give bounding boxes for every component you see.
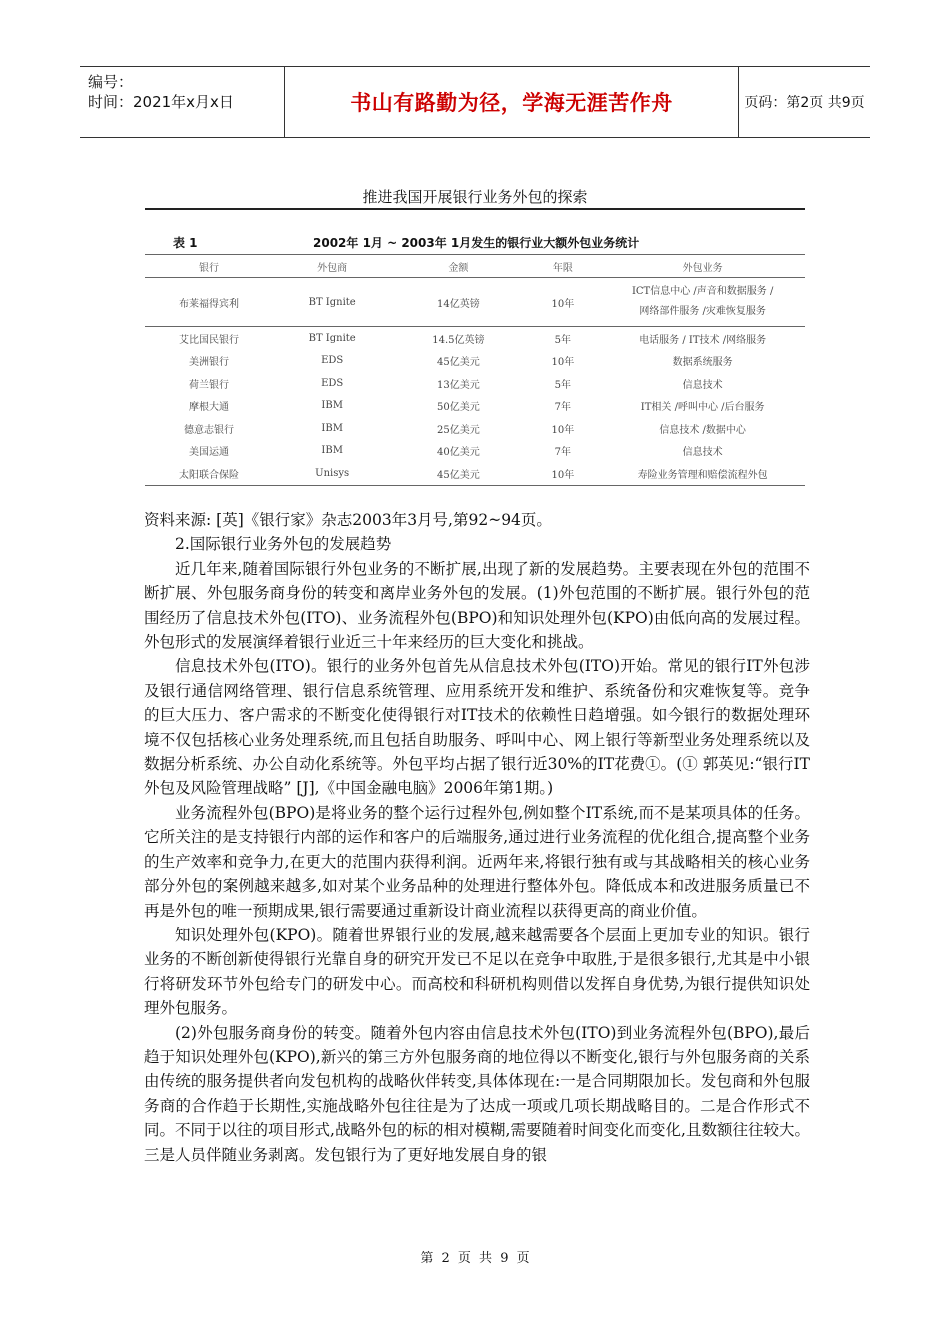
- cell-service: 数据系统服务: [672, 357, 733, 369]
- cell-bank: 摩根大通: [188, 402, 229, 414]
- cell-service: IT相关 /呼叫中心 /后台服务: [640, 402, 765, 414]
- cell-bank: 荷兰银行: [188, 379, 229, 391]
- cell-years: 10年: [551, 357, 575, 369]
- cell-vendor: EDS: [321, 355, 344, 367]
- cell-amount: 14.5亿英镑: [391, 327, 525, 350]
- table-title: 2002年 1月 ~ 2003年 1月发生的银行业大额外包业务统计: [313, 236, 640, 250]
- paragraph: 信息技术外包(ITO)。银行的业务外包首先从信息技术外包(ITO)开始。常见的银行IT外包涉及银行通信网络管理、银行信息系统管理、应用系统开发和维护、系统备份和灾难恢复等。竞争的巨大压力、客户需求的不断变化使得银行对IT技术的依赖性日趋增强。如今银行的数据处理环境不仅包括核心业务处理系统,而且包括自助服务、呼叫中心、网上银行等新型业务处理系统以及数据分析系统、办公自动化系统等。外包平均占据了银行近30%的IT花费①。(① 郭英见:“银行IT外包及风险管理战略” [J],《中国金融电脑》2006年第1期。): [144, 657, 810, 798]
- paragraph: 近几年来,随着国际银行外包业务的不断扩展,出现了新的发展趋势。主要表现在外包的范围不断扩展、外包服务商身份的转变和离岸业务外包的发展。(1)外包范围的不断扩展。银行外包的范围经历了信息技术外包(ITO)、业务流程外包(BPO)和知识处理外包(KPO)由低向高的发展过程。外包形式的发展演绎着银行业近三十年来经历的巨大变化和挑战。: [144, 559, 810, 652]
- source-note: 资料来源: [英]《银行家》杂志2003年3月号,第92~94页。: [144, 511, 552, 529]
- table-row: [145, 327, 805, 350]
- paragraph: (2)外包服务商身份的转变。随着外包内容由信息技术外包(ITO)到业务流程外包(BPO),最后趋于知识处理外包(KPO),新兴的第三方外包服务商的地位得以不断变化,银行与外包服务商的关系由传统的服务提供者向发包机构的战略伙伴转变,具体体现在:一是合同期限加长。发包商和外包服务商的合作趋于长期性,实施战略外包往往是为了达成一项或几项长期战略目的。二是合作形式不同。不同于以往的项目形式,战略外包的标的相对模糊,需要随着时间变化而变化,且数额往往较大。三是人员伴随业务剥离。发包银行为了更好地发展自身的银: [144, 1023, 810, 1164]
- section-heading: 2.国际银行业务外包的发展趋势: [175, 535, 392, 554]
- table-caption: [145, 210, 805, 250]
- cell-vendor: IBM: [321, 422, 343, 434]
- cell-service: 信息技术 /数据中心: [659, 424, 746, 436]
- table-row: [145, 440, 805, 463]
- cell-vendor: BT Ignite: [273, 327, 391, 350]
- cell-bank: 艾比国民银行: [145, 327, 273, 350]
- table-row: [145, 278, 805, 327]
- page-footer: 第 2 页 共 9 页: [420, 1251, 530, 1266]
- col-header-vendor: 外包商: [273, 255, 391, 278]
- col-header-years: 年限: [525, 255, 600, 278]
- doc-number-label: 编号：: [88, 73, 134, 91]
- col-header-amount: 金额: [391, 255, 525, 278]
- cell-amount: 14亿英镑: [437, 298, 480, 310]
- cell-amount: 40亿美元: [437, 447, 480, 459]
- cell-years: 10年: [551, 298, 575, 310]
- cell-vendor: Unisys: [273, 462, 391, 485]
- doc-date-label: 时间：2021年x月x日: [88, 93, 234, 111]
- table-row: [145, 372, 805, 395]
- header-page-label: 页码：第2页 共9页: [744, 95, 865, 111]
- col-header-bank: 银行: [145, 255, 273, 278]
- cell-vendor: EDS: [321, 377, 344, 389]
- table-row: [145, 350, 805, 373]
- paragraph: 知识处理外包(KPO)。随着世界银行业的发展,越来越需要各个层面上更加专业的知识。银行业务的不断创新使得银行光靠自身的研究开发已不足以在竞争中取胜,于是很多银行,尤其是中小银行将研发环节外包给专门的研发中心。而高校和科研机构则借以发挥自身优势,为银行提供知识处理外包服务。: [144, 925, 810, 1018]
- cell-years: 5年: [554, 379, 572, 391]
- cell-bank: 美洲银行: [188, 357, 229, 369]
- cell-service: 寿险业务管理和赔偿流程外包: [600, 462, 805, 485]
- cell-vendor: BT Ignite: [308, 296, 356, 308]
- cell-bank: 美国运通: [188, 447, 229, 459]
- cell-service: 信息技术: [682, 447, 723, 459]
- cell-bank: 德意志银行: [183, 424, 234, 436]
- cell-service: 信息技术: [682, 379, 723, 391]
- cell-years: 7年: [554, 402, 572, 414]
- header-motto: 书山有路勤为径，学海无涯苦作舟: [285, 67, 739, 137]
- cell-vendor: IBM: [321, 400, 343, 412]
- cell-years: 10年: [551, 424, 575, 436]
- body-text: [144, 508, 810, 1167]
- page-header: [80, 66, 870, 138]
- cell-amount: 50亿美元: [437, 402, 480, 414]
- cell-amount: 13亿美元: [437, 379, 480, 391]
- document-title: 推进我国开展银行业务外包的探索: [362, 188, 588, 206]
- cell-years: 10年: [525, 462, 600, 485]
- table-row: [145, 417, 805, 440]
- cell-service: [600, 278, 805, 327]
- cell-years: 7年: [554, 447, 572, 459]
- cell-service: 电话服务 / IT技术 /网络服务: [600, 327, 805, 350]
- table-number: 表 1: [173, 236, 198, 250]
- cell-amount: 45亿美元: [437, 357, 480, 369]
- cell-service-line: 网络部件服务 /灾难恢复服务: [639, 306, 766, 317]
- table-grid: [145, 254, 805, 486]
- col-header-service: 外包业务: [600, 255, 805, 278]
- cell-vendor: IBM: [321, 445, 343, 457]
- cell-amount: 45亿美元: [391, 462, 525, 485]
- table-row: [145, 462, 805, 485]
- cell-service-line: ICT信息中心 /声音和数据服务 /: [631, 286, 774, 297]
- outsourcing-table: [145, 208, 805, 486]
- cell-bank: 布莱福得宾利: [178, 298, 239, 310]
- table-row: [145, 395, 805, 418]
- cell-bank: 太阳联合保险: [145, 462, 273, 485]
- cell-years: 5年: [525, 327, 600, 350]
- paragraph: 业务流程外包(BPO)是将业务的整个运行过程外包,例如整个IT系统,而不是某项具体的任务。它所关注的是支持银行内部的运作和客户的后端服务,通过进行业务流程的优化组合,提高整个业务的生产效率和竞争力,在更大的范围内获得利润。近两年来,将银行独有或与其战略相关的核心业务部分外包的案例越来越多,如对某个业务品种的处理进行整体外包。降低成本和改进服务质量已不再是外包的唯一预期成果,银行需要通过重新设计商业流程以获得更高的商业价值。: [144, 803, 810, 920]
- cell-amount: 25亿美元: [437, 424, 480, 436]
- table-header-row: [145, 255, 805, 278]
- header-meta: [80, 67, 285, 137]
